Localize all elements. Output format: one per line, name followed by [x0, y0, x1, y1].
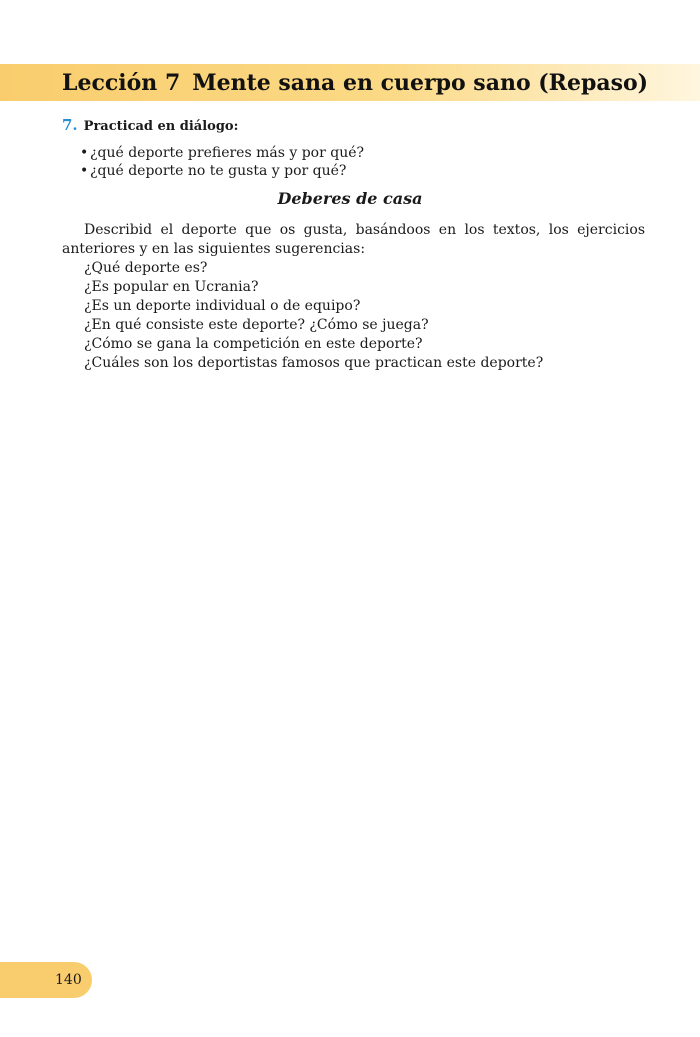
- exercise-bullet-list: [80, 144, 652, 180]
- list-item: • ¿qué deporte prefieres más y por qué?: [80, 144, 652, 162]
- homework-question: ¿Qué deporte es?: [84, 260, 208, 276]
- exercise-heading: [62, 116, 652, 136]
- homework-question: ¿En qué consiste este deporte? ¿Cómo se juega?: [84, 317, 429, 333]
- lesson-header: [62, 68, 648, 98]
- homework-question: ¿Es popular en Ucrania?: [84, 279, 259, 295]
- lesson-number: Lección 7: [62, 70, 181, 96]
- homework-question: ¿Es un deporte individual o de equipo?: [84, 298, 361, 314]
- exercise-number: 7.: [62, 116, 78, 134]
- homework-title: Deberes de casa: [277, 189, 423, 208]
- exercise-7: [62, 116, 652, 180]
- list-item: • ¿qué deporte no te gusta y por qué?: [80, 162, 652, 180]
- page-number: 140: [55, 972, 82, 988]
- homework-body: [62, 221, 645, 373]
- lesson-title: Mente sana en cuerpo sano (Repaso): [192, 70, 649, 96]
- homework-intro: Describid el deporte que os gusta, basándoos en los textos, los ejercicios anteriores y en las siguientes sugerencias:: [62, 222, 645, 257]
- homework-question: ¿Cómo se gana la competición en este deporte?: [84, 336, 423, 352]
- exercise-instruction: Practicad en diálogo:: [83, 119, 239, 134]
- homework-question: ¿Cuáles son los deportistas famosos que practican este deporte?: [84, 355, 544, 371]
